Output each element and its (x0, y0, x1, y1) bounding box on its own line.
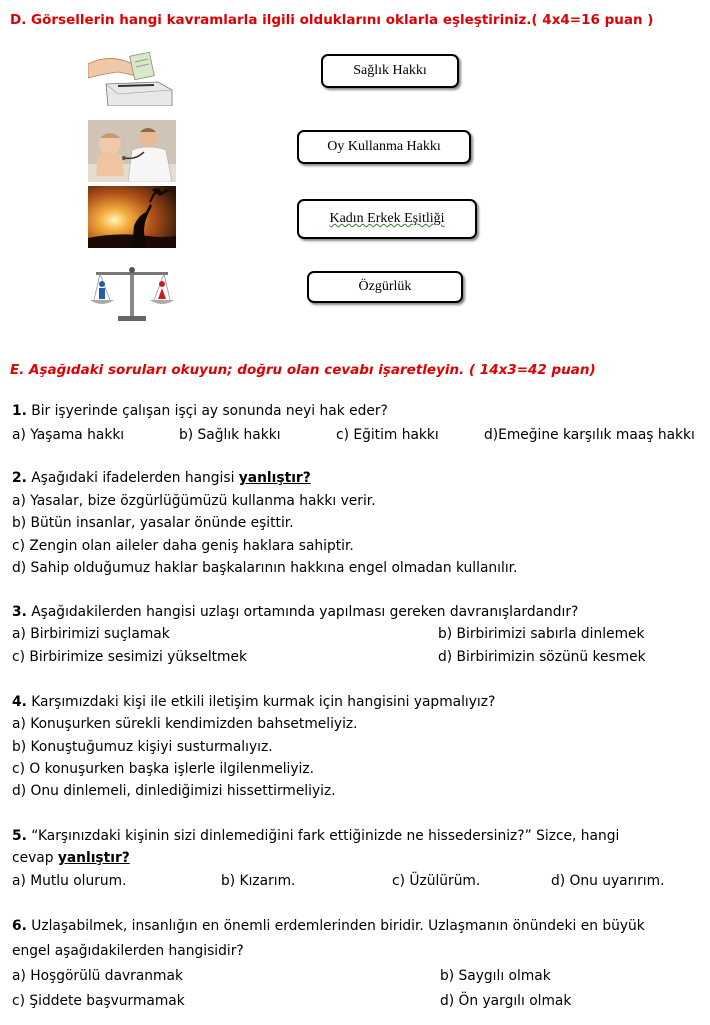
q1-option-b[interactable]: b) Sağlık hakkı (179, 427, 281, 443)
q5-option-c[interactable]: c) Üzülürüm. (392, 873, 481, 889)
concept-box-freedom: Özgürlük (307, 271, 463, 303)
q5-option-b[interactable]: b) Kızarım. (221, 873, 296, 889)
freedom-bird-image (88, 186, 176, 248)
q3-option-a[interactable]: a) Birbirimizi suçlamak (12, 626, 170, 642)
doctor-baby-image (88, 120, 176, 182)
ballot-box-image (88, 44, 176, 106)
equality-scale-image (88, 262, 176, 324)
question-4: 4. Karşımızdaki kişi ile etkili iletişim kurmak için hangisini yapmalıyız? (12, 694, 496, 710)
question-3: 3. Aşağıdakilerden hangisi uzlaşı ortamında yapılması gereken davranışlardandır? (12, 604, 579, 620)
q2-option-b[interactable]: b) Bütün insanlar, yasalar önünde eşittir. (12, 515, 294, 531)
q3-option-c[interactable]: c) Birbirimize sesimizi yükseltmek (12, 649, 247, 665)
q5-option-d[interactable]: d) Onu uyarırım. (551, 873, 665, 889)
question-2: 2. Aşağıdaki ifadelerden hangisi yanlıştır? (12, 470, 311, 486)
q4-option-d[interactable]: d) Onu dinlemeli, dinlediğimizi hissettirmeliyiz. (12, 783, 336, 799)
question-5: 5. “Karşınızdaki kişinin sizi dinlemediğini fark ettiğinizde ne hissedersiniz?” Sizce, hangi (12, 828, 620, 844)
q4-option-c[interactable]: c) O konuşurken başka işlerle ilgilenmeliyiz. (12, 761, 315, 777)
q4-option-b[interactable]: b) Konuştuğumuz kişiyi susturmalıyız. (12, 739, 273, 755)
question-5-line2: cevap yanlıştır? (12, 850, 130, 866)
q5-option-a[interactable]: a) Mutlu olurum. (12, 873, 127, 889)
question-6-line2: engel aşağıdakilerden hangisidir? (12, 943, 244, 959)
q6-option-b[interactable]: b) Saygılı olmak (440, 968, 551, 984)
question-1: 1. Bir işyerinde çalışan işçi ay sonunda neyi hak eder? (12, 403, 388, 419)
q2-option-d[interactable]: d) Sahip olduğumuz haklar başkalarının hakkına engel olmadan kullanılır. (12, 560, 518, 576)
q2-option-a[interactable]: a) Yasalar, bize özgürlüğümüzü kullanma hakkı verir. (12, 493, 376, 509)
q4-option-a[interactable]: a) Konuşurken sürekli kendimizden bahsetmeliyiz. (12, 716, 358, 732)
section-d-title: D. Görsellerin hangi kavramlarla ilgili olduklarını oklarla eşleştiriniz.( 4x4=16 puan ) (10, 12, 654, 28)
q6-option-a[interactable]: a) Hoşgörülü davranmak (12, 968, 183, 984)
q3-option-d[interactable]: d) Birbirimizin sözünü kesmek (438, 649, 646, 665)
q1-option-a[interactable]: a) Yaşama hakkı (12, 427, 125, 443)
concept-box-gender-equality: Kadın Erkek Eşitliği (297, 199, 477, 239)
q3-option-b[interactable]: b) Birbirimizi sabırla dinlemek (438, 626, 645, 642)
question-6: 6. Uzlaşabilmek, insanlığın en önemli erdemlerinden biridir. Uzlaşmanın önündeki en büyük (12, 918, 645, 934)
concept-box-voting-right: Oy Kullanma Hakkı (297, 130, 471, 164)
q2-option-c[interactable]: c) Zengin olan aileler daha geniş haklara sahiptir. (12, 538, 354, 554)
concept-box-health-right: Sağlık Hakkı (321, 54, 459, 88)
q1-option-d[interactable]: d)Emeğine karşılık maaş hakkı (484, 427, 695, 443)
section-e-title: E. Aşağıdaki soruları okuyun; doğru olan cevabı işaretleyin. ( 14x3=42 puan) (10, 362, 596, 378)
q6-option-d[interactable]: d) Ön yargılı olmak (440, 993, 572, 1009)
q1-option-c[interactable]: c) Eğitim hakkı (336, 427, 439, 443)
q6-option-c[interactable]: c) Şiddete başvurmamak (12, 993, 185, 1009)
